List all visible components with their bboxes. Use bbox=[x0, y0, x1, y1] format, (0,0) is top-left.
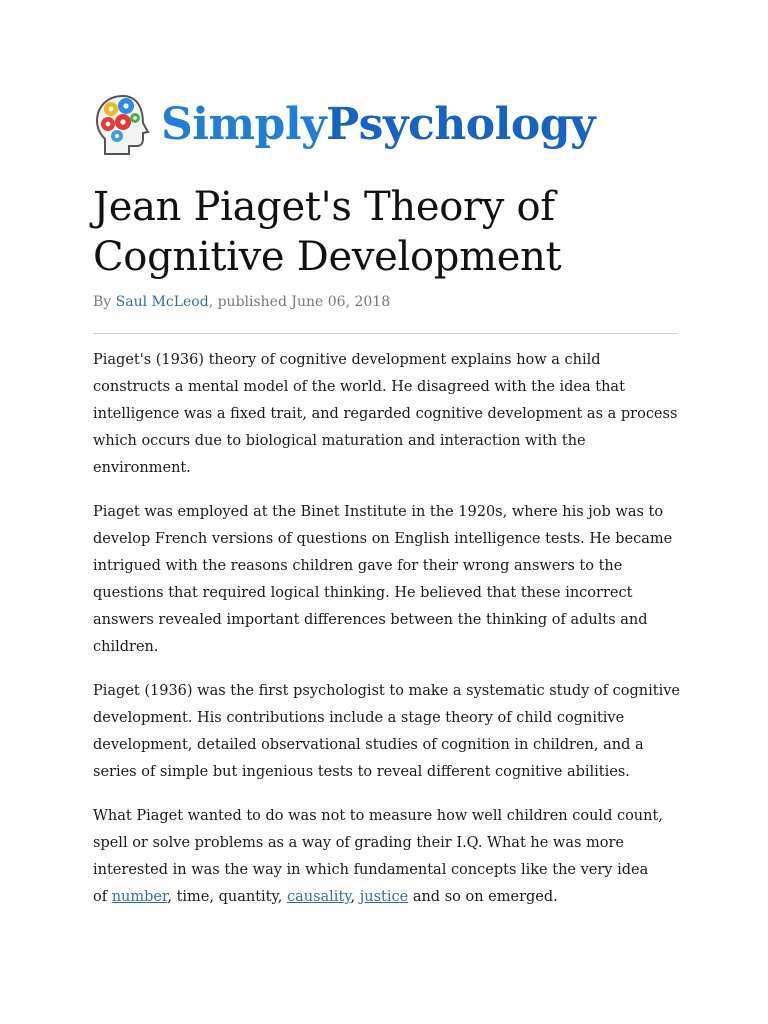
paragraph-line: environment. bbox=[93, 460, 191, 476]
paragraph-line: constructs a mental model of the world. He disagreed with the idea that bbox=[93, 379, 625, 395]
paragraph-line: which occurs due to biological maturation and interaction with the bbox=[93, 433, 586, 449]
link-justice[interactable]: justice bbox=[359, 889, 409, 905]
divider bbox=[93, 333, 677, 334]
paragraph-line: answers revealed important differences between the thinking of adults and bbox=[93, 612, 648, 628]
byline-published-date: , published June 06, 2018 bbox=[208, 294, 391, 310]
text-fragment: and so on emerged. bbox=[408, 889, 558, 905]
author-link[interactable]: Saul McLeod bbox=[115, 294, 209, 310]
title-line-1: Jean Piaget's Theory of bbox=[93, 184, 555, 230]
paragraph-3 bbox=[93, 678, 683, 786]
paragraph-line: development, detailed observational studies of cognition in children, and a bbox=[93, 737, 644, 753]
byline-prefix: By bbox=[93, 294, 112, 310]
paragraph-line: series of simple but ingenious tests to reveal different cognitive abilities. bbox=[93, 764, 630, 780]
site-logo-text bbox=[161, 99, 596, 150]
paragraph-line-with-links bbox=[93, 884, 683, 911]
head-with-gears-icon bbox=[93, 92, 155, 158]
paragraph-line: Piaget was employed at the Binet Institute in the 1920s, where his job was to bbox=[93, 504, 664, 520]
paragraph-line: intrigued with the reasons children gave for their wrong answers to the bbox=[93, 558, 623, 574]
logo-word-simply: Simply bbox=[161, 99, 327, 150]
text-fragment: of bbox=[93, 889, 112, 905]
paragraph-line: interested in was the way in which fundamental concepts like the very idea bbox=[93, 862, 649, 878]
title-line-2: Cognitive Development bbox=[93, 234, 562, 280]
page-title bbox=[93, 182, 693, 282]
link-number[interactable]: number bbox=[111, 889, 168, 905]
paragraph-line: Piaget's (1936) theory of cognitive development explains how a child bbox=[93, 352, 601, 368]
paragraph-line: questions that required logical thinking. He believed that these incorrect bbox=[93, 585, 633, 601]
article-body bbox=[93, 347, 683, 928]
logo-word-psychology: Psychology bbox=[326, 99, 596, 150]
paragraph-line: intelligence was a fixed trait, and regarded cognitive development as a process bbox=[93, 406, 678, 422]
paragraph-4 bbox=[93, 803, 683, 911]
paragraph-1 bbox=[93, 347, 683, 482]
link-causality[interactable]: causality bbox=[286, 889, 351, 905]
site-logo[interactable] bbox=[93, 90, 683, 160]
text-fragment: , time, quantity, bbox=[167, 889, 287, 905]
byline bbox=[93, 294, 390, 310]
paragraph-line: spell or solve problems as a way of grading their I.Q. What he was more bbox=[93, 835, 625, 851]
paragraph-line: children. bbox=[93, 639, 159, 655]
text-fragment: , bbox=[350, 889, 360, 905]
paragraph-line: develop French versions of questions on English intelligence tests. He became bbox=[93, 531, 673, 547]
paragraph-line: development. His contributions include a stage theory of child cognitive bbox=[93, 710, 625, 726]
paragraph-line: What Piaget wanted to do was not to measure how well children could count, bbox=[93, 808, 663, 824]
paragraph-2 bbox=[93, 499, 683, 661]
paragraph-line: Piaget (1936) was the first psychologist to make a systematic study of cognitive bbox=[93, 683, 680, 699]
